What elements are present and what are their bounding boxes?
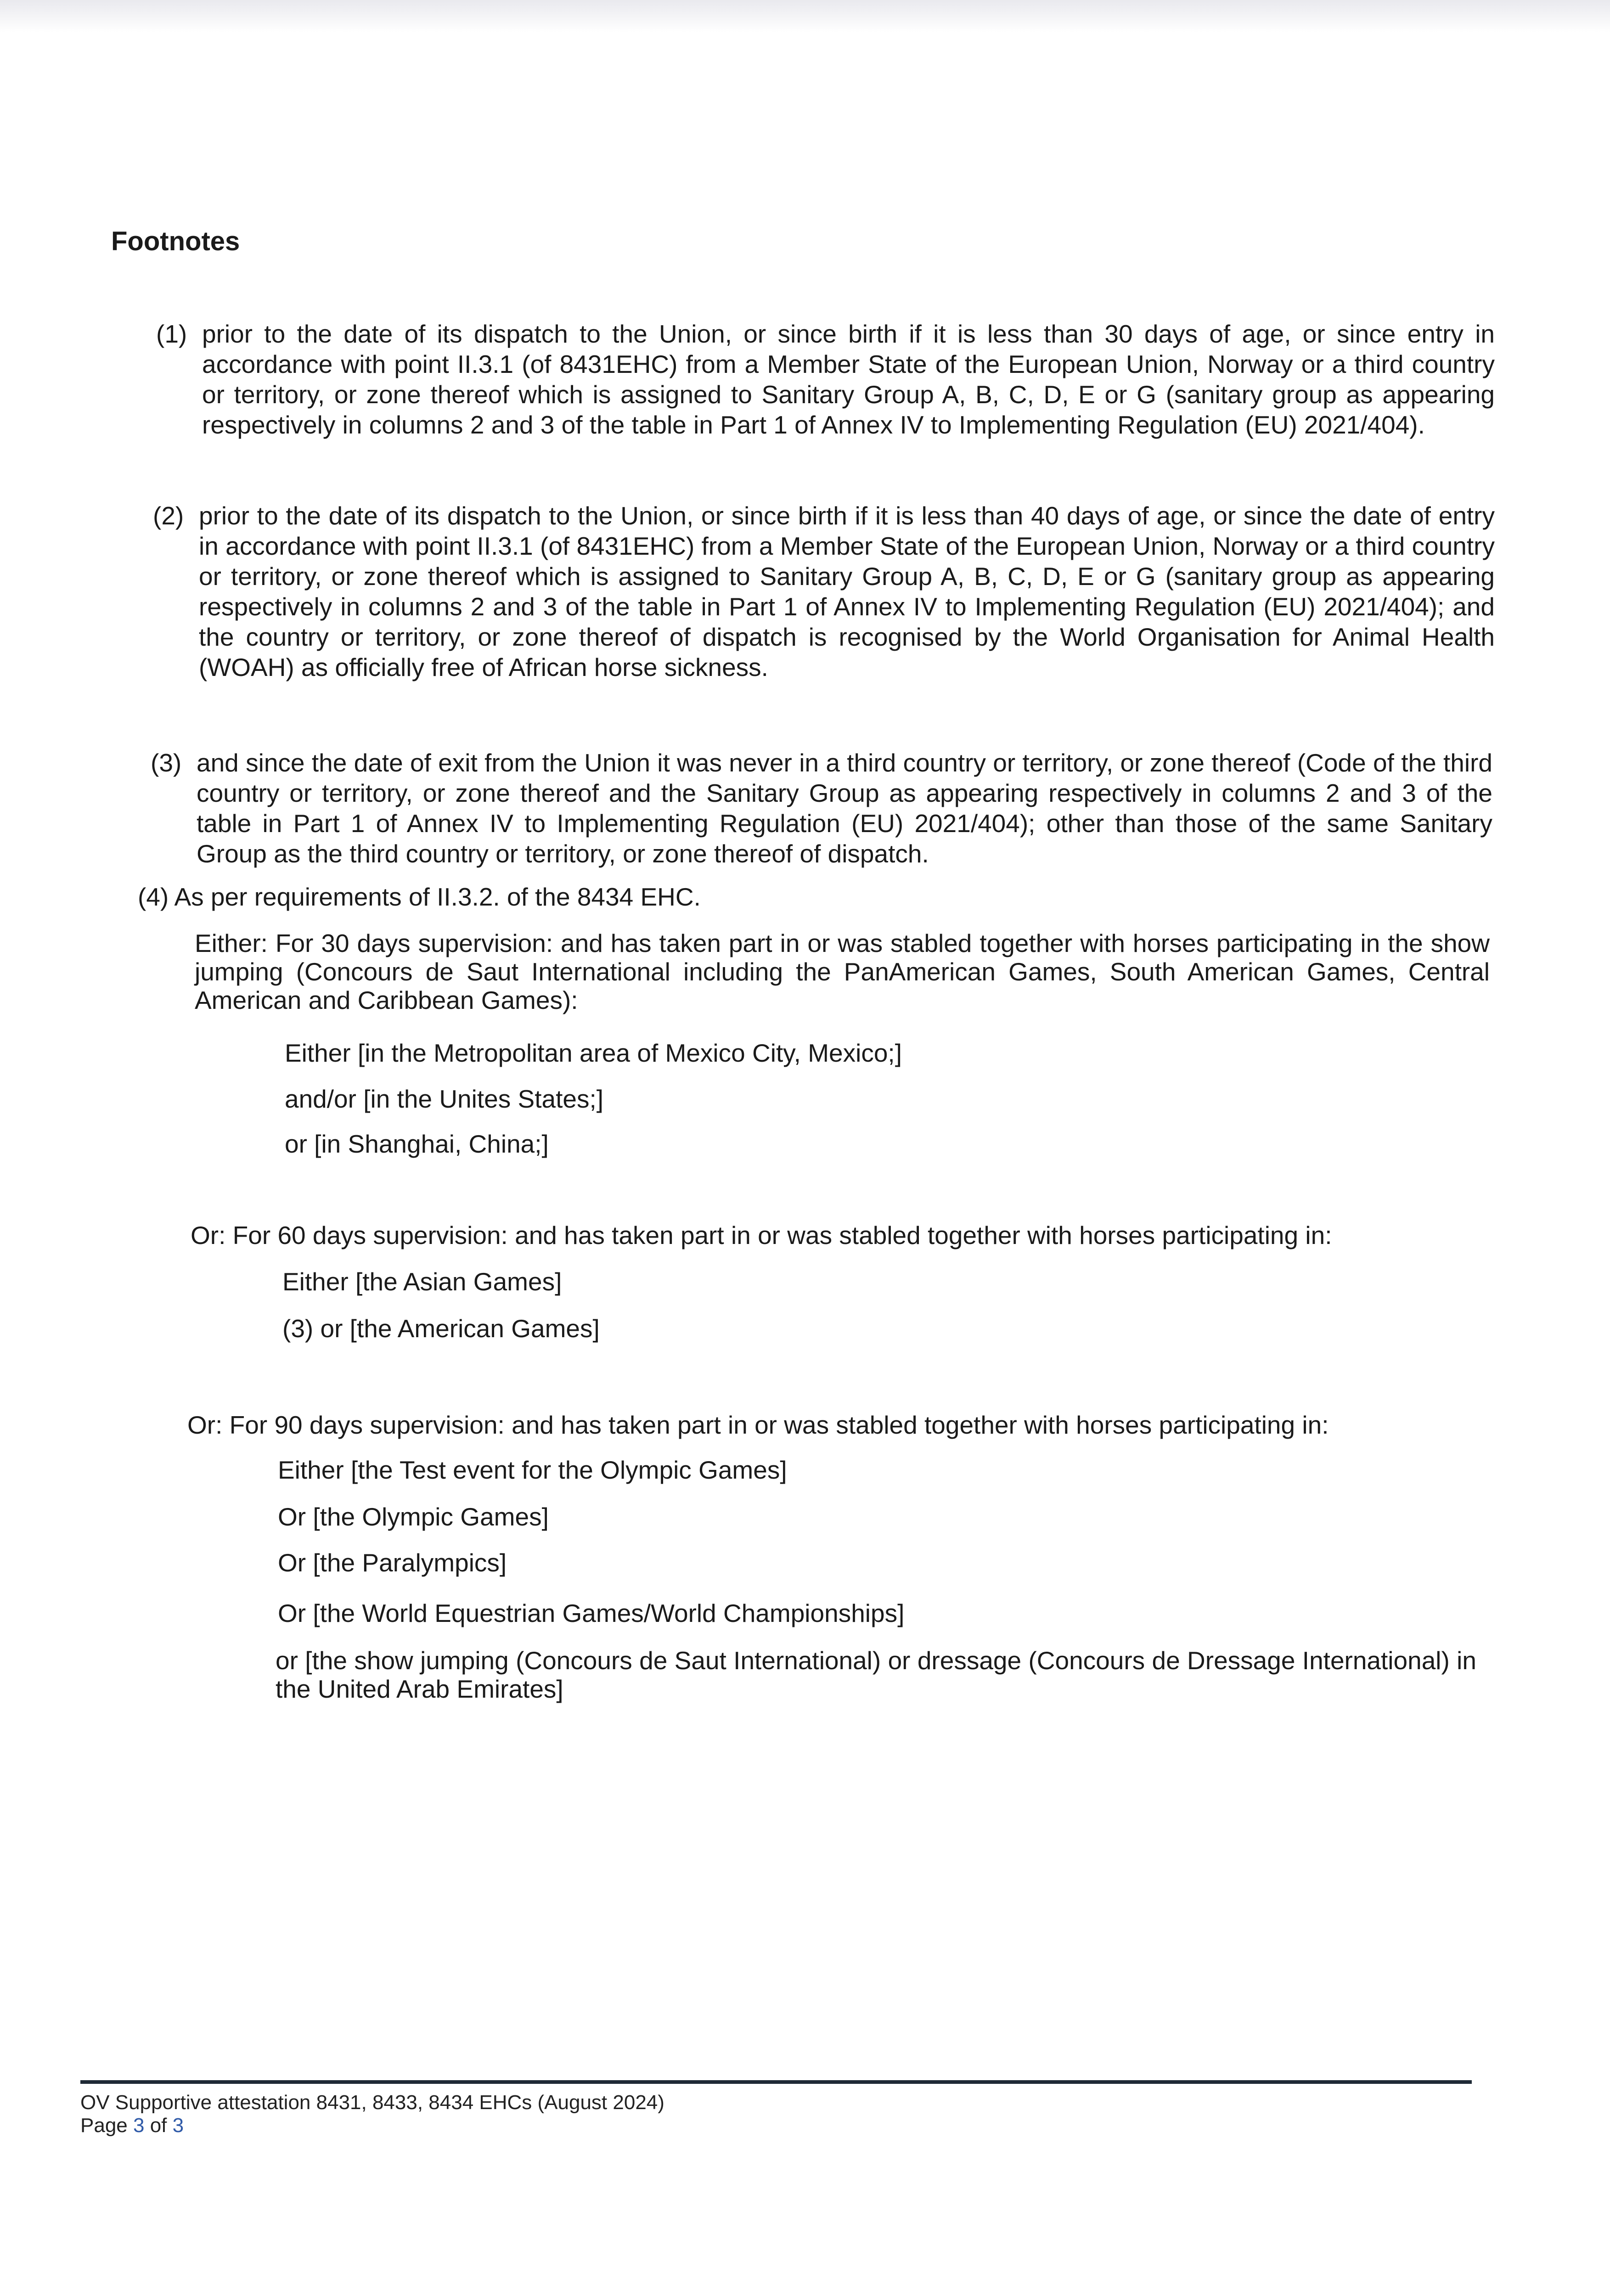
footnote-number: (2) [153,501,184,530]
page-of: of [144,2114,173,2137]
footnote-text: prior to the date of its dispatch to the Union, or since birth if it is less than 30 days of age, or since entry in accordance with point II.3.1 (of 8431EHC) from a Member State of the European Union, Norway or a third country or territory, or zone thereof which is assigned to Sanitary Group A, B, C, D, E or G (sanitary group as appearing respectively in columns 2 and 3 of the table in Part 1 of Annex IV to Implementing Regulation (EU) 2021/404). [202,320,1495,439]
scan-shadow [0,0,1610,32]
footnote-3 [151,748,1492,869]
footnote-text: prior to the date of its dispatch to the Union, or since birth if it is less than 40 days of age, or since the date of entry in accordance with point II.3.1 (of 8431EHC) from a Member State of the European Union, Norway or a third country or territory, or zone thereof which is assigned to Sanitary Group A, B, C, D, E or G (sanitary group as appearing respectively in columns 2 and 3 of the table in Part 1 of Annex IV to Implementing Regulation (EU) 2021/404); and the country or territory, or zone thereof of dispatch is recognised by the World Organisation for Animal Health (WOAH) as officially free of African horse sickness. [199,501,1495,681]
option-60-item: (3) or [the American Games] [282,1314,600,1343]
footnote-number: (3) [151,748,182,777]
option-90-item: Either [the Test event for the Olympic Games] [278,1456,787,1484]
option-60-item: Either [the Asian Games] [282,1267,562,1296]
option-30-item: or [in Shanghai, China;] [285,1130,549,1158]
footnote-4-title: (4) As per requirements of II.3.2. of the 8434 EHC. [138,883,701,911]
option-30-item: and/or [in the Unites States;] [285,1085,603,1113]
option-30-days-intro: Either: For 30 days supervision: and has taken part in or was stabled together with horses participating in the show jumping (Concours de Saut International including the PanAmerican Games, South American Games, Central American and Caribbean Games): [195,929,1490,1014]
option-90-item: Or [the World Equestrian Games/World Championships] [278,1599,905,1627]
footer-rule [80,2080,1472,2084]
option-90-item: Or [the Paralympics] [278,1548,507,1577]
option-90-item: or [the show jumping (Concours de Saut International) or dressage (Concours de Dressage International) in the United Arab Emirates] [276,1646,1476,1703]
option-90-days-intro: Or: For 90 days supervision: and has taken part in or was stabled together with horses participating in: [187,1411,1329,1439]
footer-attestation: OV Supportive attestation 8431, 8433, 8434 EHCs (August 2024) [80,2091,664,2114]
footnote-2 [153,501,1495,682]
footer-page-number [80,2114,184,2138]
page-current: 3 [133,2114,145,2137]
footnote-text: and since the date of exit from the Union it was never in a third country or territory, or zone thereof (Code of the third country or territory, or zone thereof and the Sanitary Group as appearing respectively in columns 2 and 3 of the table in Part 1 of Annex IV to Implementing Regulation (EU) 2021/404); other than those of the same Sanitary Group as the third country or territory, or zone thereof of dispatch. [197,748,1492,868]
page-total: 3 [172,2114,184,2137]
option-60-days-intro: Or: For 60 days supervision: and has taken part in or was stabled together with horses participating in: [191,1221,1332,1249]
option-90-item: Or [the Olympic Games] [278,1503,549,1531]
footnotes-heading: Footnotes [111,226,240,256]
footnote-1 [156,319,1495,440]
option-30-item: Either [in the Metropolitan area of Mexico City, Mexico;] [285,1039,902,1067]
page-prefix: Page [80,2114,133,2137]
footnote-number: (1) [156,320,187,348]
